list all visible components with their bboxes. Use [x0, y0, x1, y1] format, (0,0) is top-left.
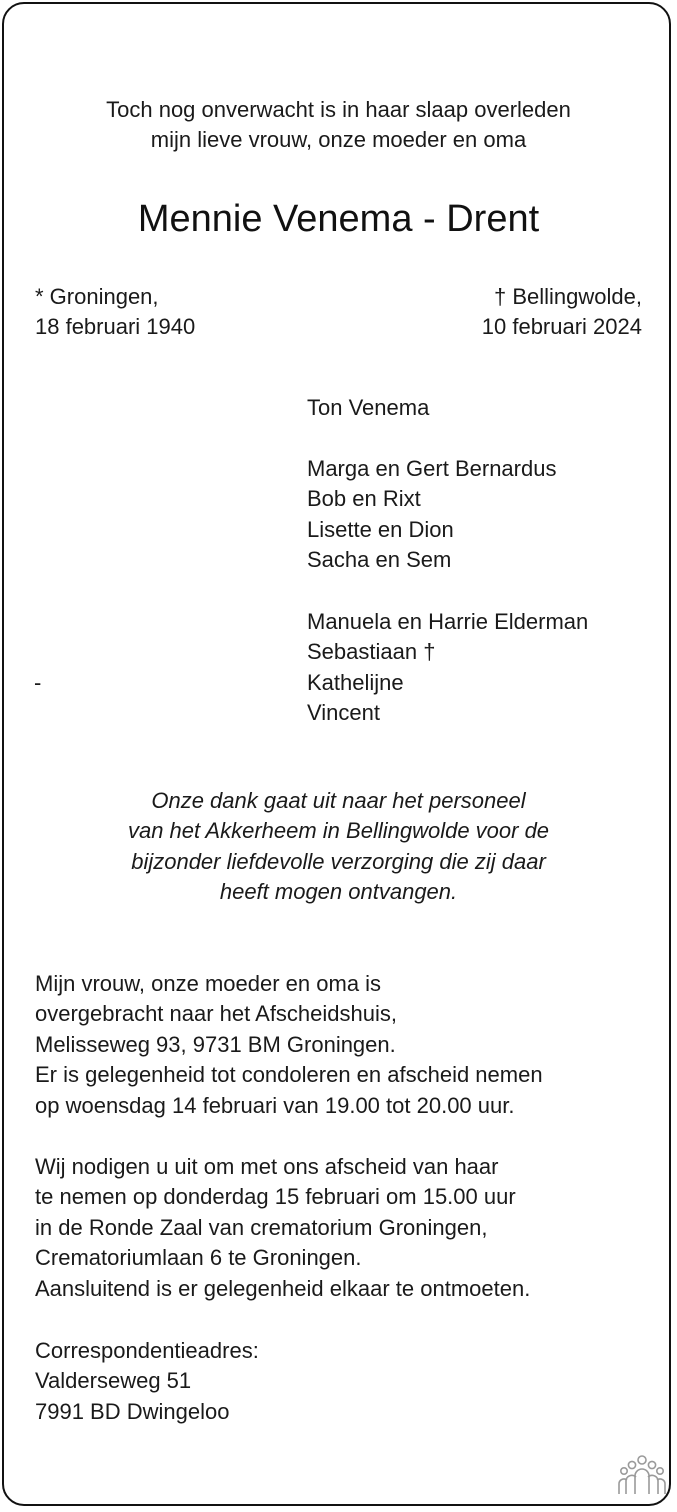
- intro-line-1: Toch nog onverwacht is in haar slaap overleden: [106, 97, 571, 122]
- condolence-line: overgebracht naar het Afscheidshuis,: [35, 1001, 398, 1026]
- death-date: 10 februari 2024: [481, 314, 642, 339]
- condolence-line: Mijn vrouw, onze moeder en oma is: [35, 971, 382, 996]
- family-member: Kathelijne: [307, 670, 404, 695]
- family-member: Sebastiaan †: [307, 639, 436, 664]
- family-member: Vincent: [307, 700, 380, 725]
- thanks-line: van het Akkerheem in Bellingwolde voor de: [127, 818, 550, 843]
- farewell-line: te nemen op donderdag 15 februari om 15.00 uur: [35, 1184, 516, 1209]
- thanks-line: Onze dank gaat uit naar het personeel: [151, 788, 526, 813]
- death-place: † Bellingwolde,: [494, 284, 642, 309]
- thanks-line: heeft mogen ontvangen.: [219, 879, 458, 904]
- family-people-icon: [618, 1454, 666, 1498]
- family-member: Marga en Gert Bernardus: [307, 456, 557, 481]
- intro-line-2: mijn lieve vrouw, onze moeder en oma: [150, 127, 527, 152]
- family-member: Manuela en Harrie Elderman: [307, 609, 589, 634]
- family-member: Lisette en Dion: [307, 517, 454, 542]
- address-street: Valderseweg 51: [35, 1368, 192, 1393]
- farewell-line: Crematoriumlaan 6 te Groningen.: [35, 1245, 362, 1270]
- dash-mark: -: [34, 670, 42, 695]
- farewell-line: Wij nodigen u uit om met ons afscheid van haar: [35, 1154, 499, 1179]
- family-member: Sacha en Sem: [307, 547, 452, 572]
- farewell-line: in de Ronde Zaal van crematorium Groningen,: [35, 1215, 488, 1240]
- condolence-line: Er is gelegenheid tot condoleren en afscheid nemen: [35, 1062, 543, 1087]
- family-member: Bob en Rixt: [307, 486, 421, 511]
- thanks-line: bijzonder liefdevolle verzorging die zij daar: [131, 849, 546, 874]
- condolence-line: op woensdag 14 februari van 19.00 tot 20.00 uur.: [35, 1093, 515, 1118]
- family-member: Ton Venema: [307, 395, 430, 420]
- condolence-line: Melisseweg 93, 9731 BM Groningen.: [35, 1032, 396, 1057]
- deceased-name: Mennie Venema - Drent: [137, 198, 540, 240]
- birth-date: 18 februari 1940: [35, 314, 196, 339]
- address-city: 7991 BD Dwingeloo: [35, 1399, 230, 1424]
- birth-place: * Groningen,: [35, 284, 159, 309]
- address-label: Correspondentieadres:: [35, 1338, 259, 1363]
- farewell-line: Aansluitend is er gelegenheid elkaar te ontmoeten.: [35, 1276, 531, 1301]
